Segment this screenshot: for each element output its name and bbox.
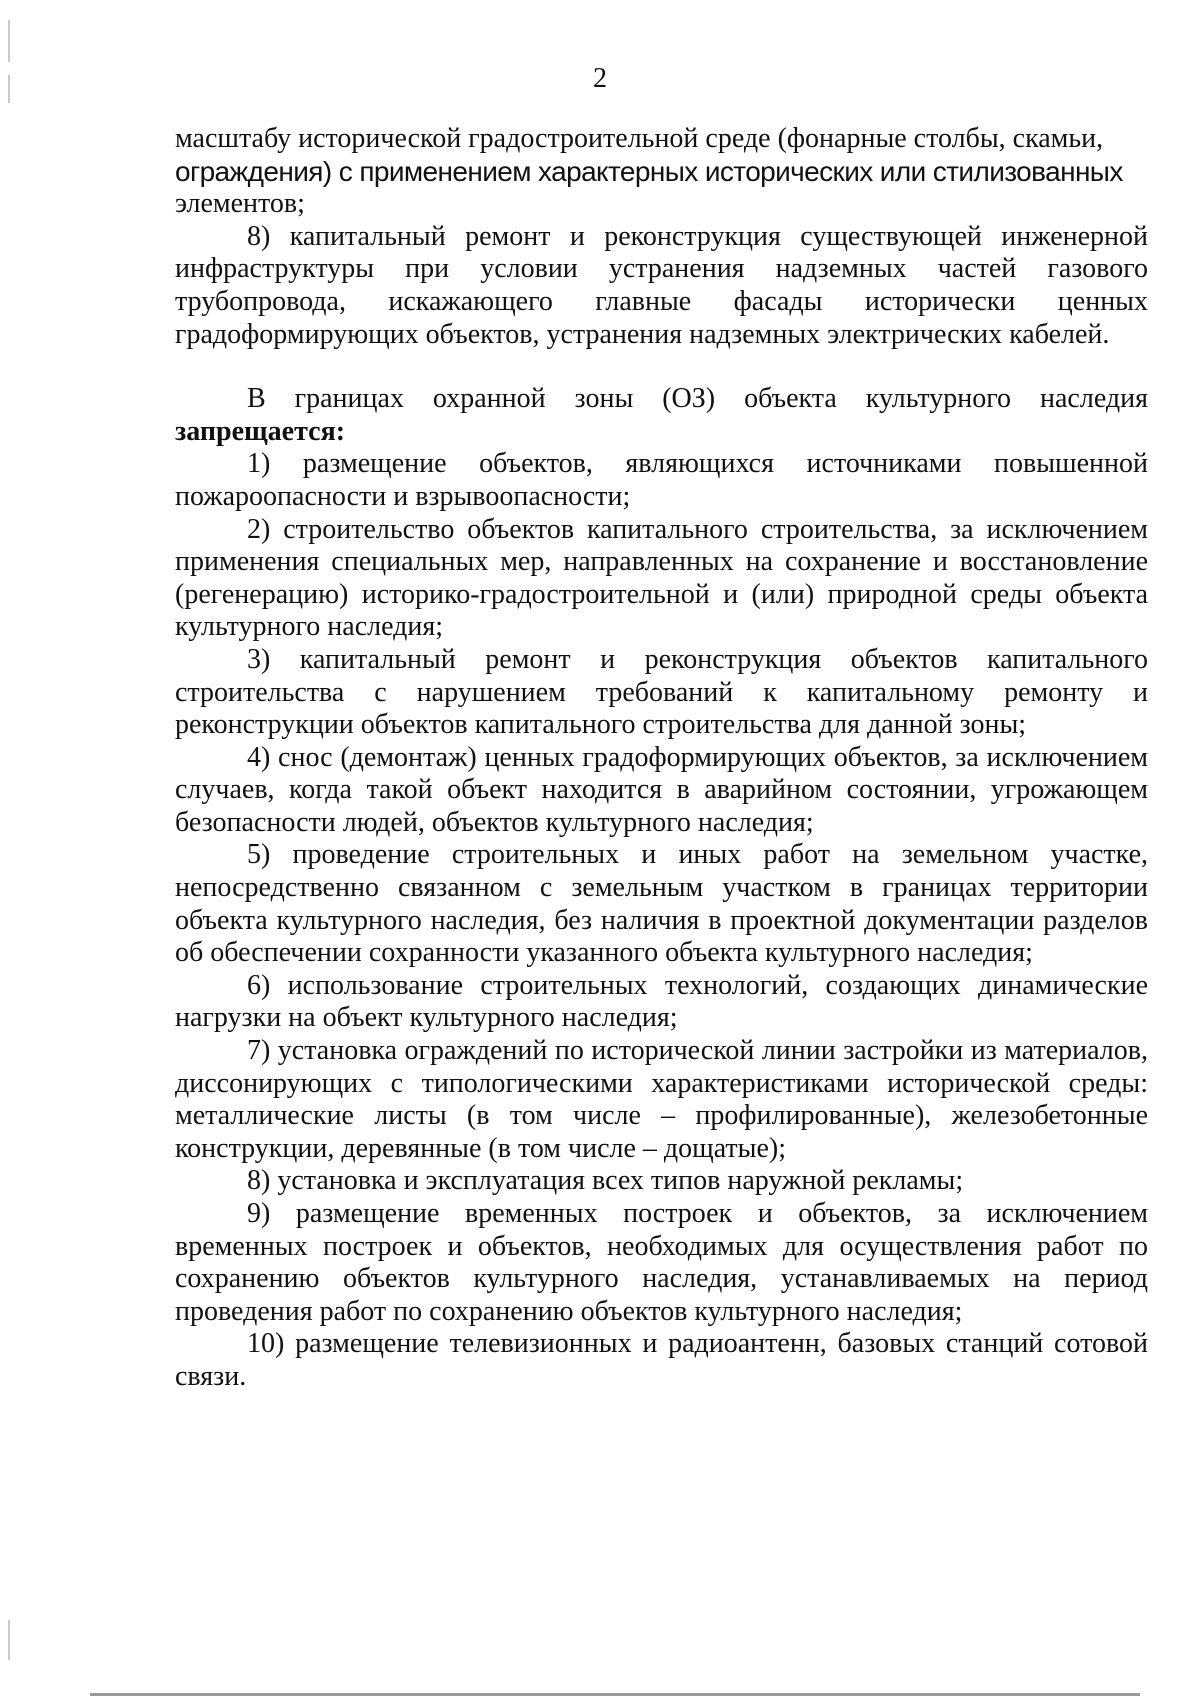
zone-prohibited-label: запрещается: [175, 415, 346, 447]
page-number: 2 [593, 63, 607, 94]
list-item: 2) строительство объектов капитального строительства, за исключением применения специальных мер, направленных на сохранение и восстановление (регенерацию) историко-градостроительной и (или) природной среды объекта культурного наследия; [175, 513, 1148, 643]
list-item-8-previous: 8) капитальный ремонт и реконструкция существующей инженерной инфраструктуры при условии устранения надземных частей газового трубопровода, искажающего главные фасады исторически ценных градоформирующих объектов, устранения надземных электрических кабелей. [175, 220, 1148, 350]
list-item: 10) размещение телевизионных и радиоантенн, базовых станций сотовой связи. [175, 1328, 1148, 1392]
list-item: 4) снос (демонтаж) ценных градоформирующих объектов, за исключением случаев, когда такой объект находится в аварийном состоянии, угрожающем безопасности людей, объектов культурного наследия; [175, 741, 1148, 838]
list-item: 7) установка ограждений по исторической линии застройки из материалов, диссонирующих с типологическими характеристиками исторической среды: металлические листы (в том числе – профилированные), железобетонные конструкции, деревянные (в том числе – дощатые); [175, 1035, 1148, 1164]
scan-bottom-edge [90, 1693, 1140, 1696]
scan-edge-mark [8, 20, 10, 62]
list-item: 1) размещение объектов, являющихся источниками повышенной пожароопасности и взрывоопасности; [175, 448, 1148, 512]
list-item: 6) использование строительных технологий, создающих динамические нагрузки на объект культурного наследия; [175, 969, 1148, 1034]
zone-heading [175, 383, 1148, 448]
list-item: 5) проведение строительных и иных работ на земельном участке, непосредственно связанном с земельным участком в границах территории объекта культурного наследия, без наличия в проектной документации разделов об обеспечении сохранности указанного объекта культурного наследия; [175, 839, 1148, 969]
paragraph-gap [175, 351, 1148, 383]
list-item: 8) установка и эксплуатация всех типов наружной рекламы; [247, 1165, 964, 1197]
list-item: 3) капитальный ремонт и реконструкция объектов капитального строительства с нарушением требований к капитальному ремонту и реконструкции объектов капитального строительства для данной зоны; [175, 643, 1148, 741]
document-body [175, 123, 1148, 1394]
scan-edge-mark [8, 1620, 10, 1660]
continuation-line-2: ограждения) с применением характерных исторических или стилизованных [175, 155, 1123, 187]
zone-intro: В границах охранной зоны (ОЗ) объекта культурного наследия [247, 383, 1148, 415]
continuation-line-3: элементов; [175, 188, 305, 220]
list-item: 9) размещение временных построек и объектов, за исключением временных построек и объектов, необходимых для осуществления работ по сохранению объектов культурного наследия, устанавливаемых на период проведения работ по сохранению объектов культурного наследия; [175, 1198, 1148, 1327]
continuation-line-1: масштабу исторической градостроительной среде (фонарные столбы, скамьи, [175, 123, 1104, 154]
